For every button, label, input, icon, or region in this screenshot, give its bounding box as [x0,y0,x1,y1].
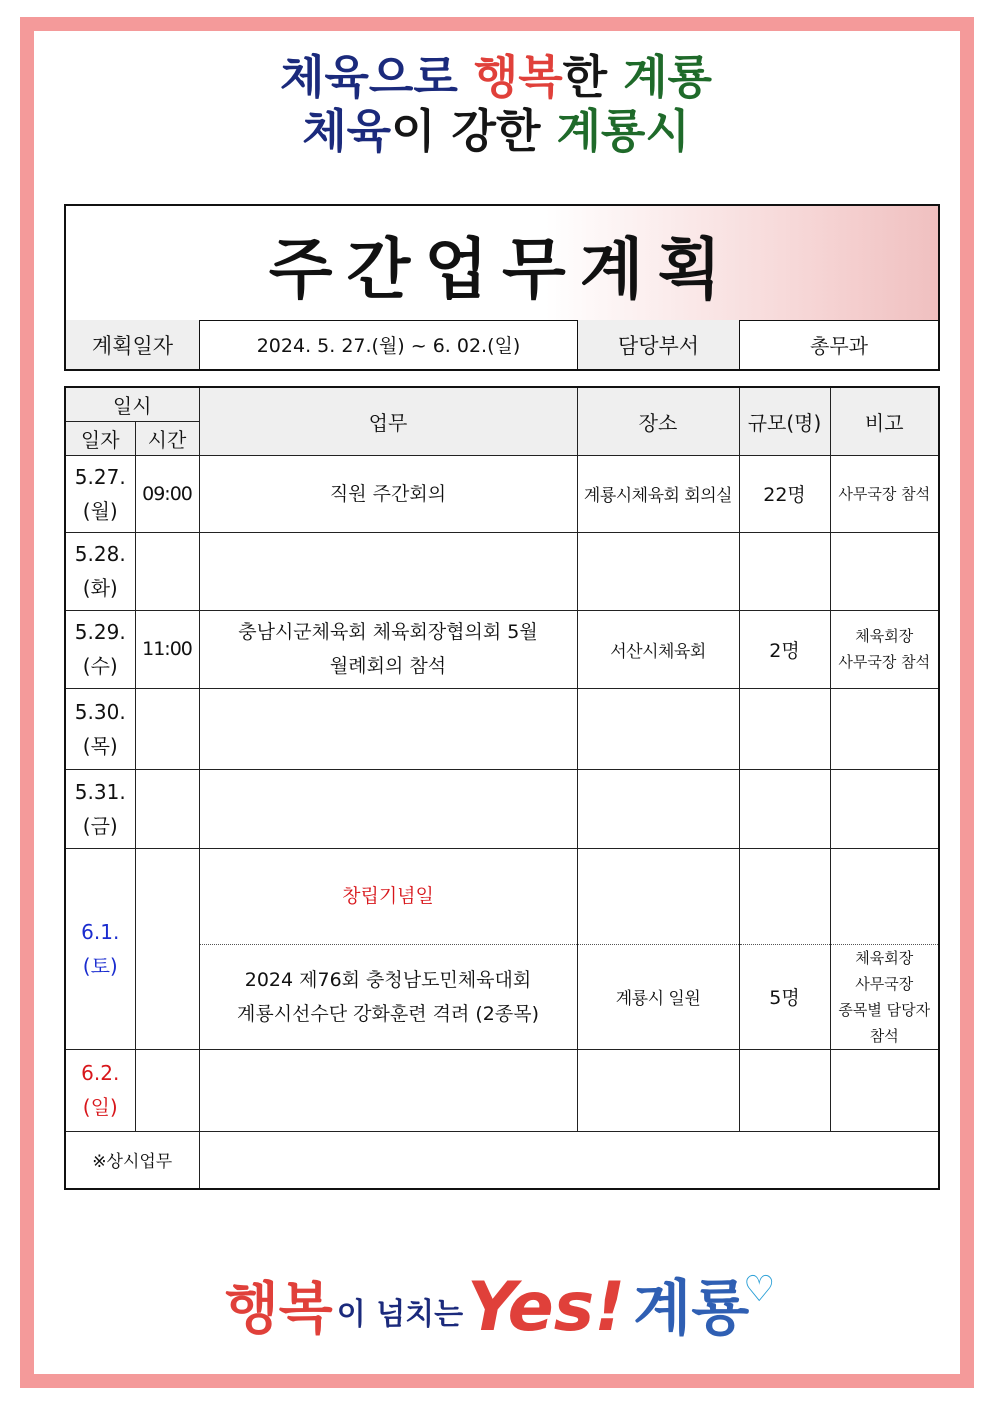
note-cell [830,848,939,944]
footer-slogan-part: 행복 [224,1277,333,1342]
event-cell: 창립기념일 [199,848,577,944]
note-cell [830,944,939,1049]
note-text: 사무국장 [855,974,914,993]
dept-value: 총무과 [810,334,868,358]
scale-cell [739,769,830,848]
slogan-text: 계룡시 [556,104,690,158]
note-cell [830,532,939,610]
time-cell [135,769,199,848]
page-title: 주간업무계획 [268,230,736,308]
place-cell: 서산시체육회 [577,610,739,688]
scale-cell [739,532,830,610]
task-cell [199,688,577,769]
time-cell [135,532,199,610]
task-text: 2024 제76회 충청남도민체육대회 [244,968,532,991]
note-cell [830,1049,939,1131]
place-cell [577,688,739,769]
date-text: 5.30. [74,699,126,724]
slogan-text: 이 강한 [391,104,557,158]
note-text: 사무국장 참석 [838,653,931,671]
date-cell [65,455,135,532]
scale-cell [739,848,830,944]
time-cell: 09:00 [135,455,199,532]
scale-cell: 22명 [739,455,830,532]
table-row [65,848,939,944]
title-box [64,204,940,371]
regular-duty-label: ※상시업무 [65,1131,199,1189]
date-text: 5.29. [74,620,126,644]
slogan-line-2 [0,104,992,158]
scale-cell [739,1049,830,1131]
place-cell: 계룡시체육회 회의실 [577,455,739,532]
day-text: (수) [82,654,118,678]
day-text: (화) [82,576,118,600]
note-text: 종목별 담당자 [838,1000,931,1019]
task-text: 월례회의 참석 [329,655,447,677]
schedule-table [64,386,940,1190]
table-row [65,1131,939,1189]
place-cell [577,1049,739,1131]
slogan-text: 계룡 [623,50,712,104]
task-cell [199,610,577,688]
place-cell [577,532,739,610]
title-band [66,206,938,321]
note-cell [830,610,939,688]
task-cell [199,455,577,532]
day-text: (금) [82,813,118,838]
date-cell [65,688,135,769]
scale-cell: 5명 [739,944,830,1049]
date-cell [65,532,135,610]
place-cell [577,769,739,848]
note-cell: 사무국장 참석 [830,455,939,532]
slogan-text: 행복 [473,50,563,104]
slogan-text: 한 [562,50,624,104]
table-row [65,610,939,688]
regular-duty-value [199,1131,939,1189]
plan-date-value: 2024. 5. 27.(월) ~ 6. 02.(일) [200,320,578,369]
note-cell [830,769,939,848]
header-note: 비고 [830,387,939,455]
header-slogan [0,50,992,158]
table-row [65,532,939,610]
info-row [66,320,938,369]
place-cell: 계룡시 일원 [577,944,739,1049]
date-text: 6.1. [81,919,120,944]
date-text: 5.28. [74,542,126,566]
note-text: 참석 [869,1026,899,1045]
table-row [65,769,939,848]
note-cell [830,688,939,769]
day-text: (월) [82,498,118,523]
table-row [65,1049,939,1131]
date-cell [65,610,135,688]
date-text: 6.2. [81,1061,120,1085]
task-cell [199,769,577,848]
date-text: 5.27. [74,464,126,489]
note-text: 체육회장 [855,627,914,645]
header-time: 시간 [135,421,199,455]
task-cell [199,1049,577,1131]
date-cell [65,769,135,848]
time-cell [135,848,199,1049]
note-text: 체육회장 [855,948,914,967]
heart-icon: ♡ [743,1269,776,1310]
slogan-text: 체육으로 [280,50,474,104]
task-cell [199,532,577,610]
time-cell [135,688,199,769]
header-datetime: 일시 [65,387,199,421]
header-task: 업무 [199,387,577,455]
table-row [65,455,939,532]
dept-label: 담당부서 [578,320,740,369]
scale-cell [739,688,830,769]
footer-slogan-part: Yes! [467,1268,626,1347]
footer-slogan-part: 계룡 [633,1274,750,1344]
scale-cell: 2명 [739,610,830,688]
footer-slogan-part: 이 넘치는 [336,1297,464,1332]
time-cell: 11:00 [135,610,199,688]
slogan-text: 체육 [302,104,392,158]
header-date: 일자 [65,421,135,455]
task-text: 충남시군체육회 체육회장협의회 5월 [238,621,538,643]
day-text: (목) [82,733,118,758]
footer-slogan [190,1250,810,1350]
time-cell [135,1049,199,1131]
task-text: 직원 주간회의 [329,482,447,505]
day-text: (일) [82,1095,118,1119]
slogan-line-1 [0,50,992,104]
task-cell [199,944,577,1049]
place-cell [577,848,739,944]
date-cell [65,848,135,1049]
date-text: 5.31. [74,779,126,804]
task-text: 계룡시선수단 강화훈련 격려 (2종목) [237,1002,539,1025]
day-text: (토) [82,953,118,978]
plan-date-label: 계획일자 [66,320,200,369]
table-row [65,688,939,769]
date-cell [65,1049,135,1131]
header-place: 장소 [577,387,739,455]
header-scale: 규모(명) [739,387,830,455]
